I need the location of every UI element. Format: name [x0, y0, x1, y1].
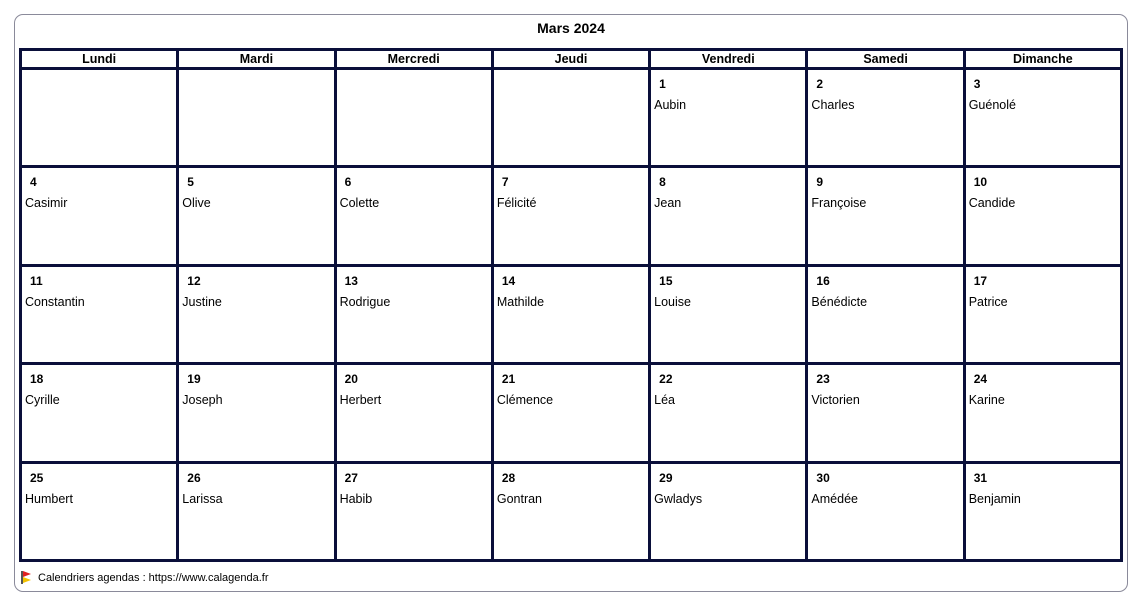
day-number: 26: [187, 470, 201, 485]
saint-name: Karine: [968, 393, 1005, 408]
day-number: 31: [973, 470, 988, 485]
empty-day-cell: [179, 70, 333, 165]
saint-name: Léa: [654, 393, 675, 408]
day-cell-11: [22, 267, 176, 362]
day-cell-9: [808, 168, 962, 263]
calendar-page: [14, 14, 1128, 592]
day-cell-25: [22, 464, 176, 559]
day-cell-29: [651, 464, 805, 559]
saint-name: Constantin: [25, 294, 85, 309]
day-cell-15: [651, 267, 805, 362]
day-number: 10: [973, 175, 988, 190]
day-number: 12: [187, 273, 201, 288]
empty-day-cell: [22, 70, 176, 165]
saint-name: Benjamin: [968, 491, 1021, 506]
saint-name: Bénédicte: [811, 294, 868, 309]
saint-name: Françoise: [811, 196, 867, 211]
day-cell-7: [494, 168, 648, 263]
saint-name: Gontran: [496, 491, 543, 506]
day-number: 20: [344, 372, 358, 387]
day-cell-20: [337, 365, 491, 460]
day-cell-13: [337, 267, 491, 362]
day-cell-5: [179, 168, 333, 263]
day-cell-4: [22, 168, 176, 263]
weekday-header-tuesday: Mardi: [179, 51, 333, 67]
day-cell-30: [808, 464, 962, 559]
day-number: 1: [659, 77, 666, 91]
day-number: 5: [187, 175, 194, 190]
day-cell-26: [179, 464, 333, 559]
day-cell-28: [494, 464, 648, 559]
weekday-header-saturday: Samedi: [808, 51, 962, 67]
weekday-header-wednesday: Mercredi: [337, 51, 491, 67]
day-cell-23: [808, 365, 962, 460]
weekday-header-sunday: Dimanche: [966, 51, 1120, 67]
saint-name: Patrice: [968, 294, 1008, 309]
saint-name: Habib: [339, 491, 373, 506]
saint-name: Joseph: [182, 393, 223, 408]
day-cell-3: [966, 70, 1120, 165]
day-number: 2: [816, 77, 824, 91]
day-number: 16: [816, 273, 830, 288]
day-cell-16: [808, 267, 962, 362]
saint-name: Aubin: [654, 98, 687, 112]
day-cell-21: [494, 365, 648, 460]
saint-name: Gwladys: [654, 491, 703, 506]
day-number: 11: [30, 273, 43, 288]
day-number: 19: [187, 372, 201, 387]
day-number: 4: [30, 175, 37, 190]
saint-name: Clémence: [496, 393, 554, 408]
day-cell-22: [651, 365, 805, 460]
saint-name: Jean: [654, 196, 682, 211]
saint-name: Olive: [182, 196, 211, 211]
saint-name: Cyrille: [25, 393, 60, 408]
calendar-flag-icon: [21, 571, 32, 584]
day-cell-27: [337, 464, 491, 559]
day-number: 27: [344, 470, 358, 485]
footer-text[interactable]: Calendriers agendas : https://www.calagenda.fr: [38, 571, 269, 584]
day-cell-12: [179, 267, 333, 362]
day-cell-10: [966, 168, 1120, 263]
saint-name: Candide: [968, 196, 1016, 211]
day-number: 21: [501, 372, 516, 387]
day-number: 29: [659, 470, 673, 485]
weekday-header-thursday: Jeudi: [494, 51, 648, 67]
saint-name: Guénolé: [968, 98, 1016, 112]
saint-name: Justine: [182, 294, 222, 309]
day-number: 28: [501, 470, 516, 485]
day-number: 14: [501, 273, 516, 288]
day-number: 18: [30, 372, 44, 387]
day-cell-18: [22, 365, 176, 460]
day-number: 17: [973, 273, 988, 288]
saint-name: Herbert: [339, 393, 382, 408]
day-cell-6: [337, 168, 491, 263]
day-number: 3: [973, 77, 981, 91]
day-cell-24: [966, 365, 1120, 460]
weekday-header-monday: Lundi: [22, 51, 176, 67]
day-cell-31: [966, 464, 1120, 559]
saint-name: Félicité: [496, 196, 537, 211]
saint-name: Mathilde: [496, 294, 545, 309]
weekday-header-friday: Vendredi: [651, 51, 805, 67]
saint-name: Rodrigue: [339, 294, 391, 309]
footer: [21, 571, 269, 584]
day-number: 8: [659, 175, 666, 190]
saint-name: Charles: [811, 98, 855, 112]
saint-name: Louise: [654, 294, 691, 309]
saint-name: Amédée: [811, 491, 858, 506]
saint-name: Colette: [339, 196, 380, 211]
saint-name: Victorien: [811, 393, 860, 408]
empty-day-cell: [494, 70, 648, 165]
calendar-grid: [19, 48, 1123, 562]
day-cell-2: [808, 70, 962, 165]
day-cell-19: [179, 365, 333, 460]
day-number: 13: [344, 273, 358, 288]
day-cell-8: [651, 168, 805, 263]
day-number: 23: [816, 372, 830, 387]
day-cell-14: [494, 267, 648, 362]
saint-name: Casimir: [25, 196, 68, 211]
day-number: 15: [659, 273, 673, 288]
calendar-title: Mars 2024: [537, 20, 605, 36]
day-number: 24: [973, 372, 988, 387]
day-cell-1: [651, 70, 805, 165]
day-number: 22: [659, 372, 673, 387]
empty-day-cell: [337, 70, 491, 165]
day-number: 30: [816, 470, 830, 485]
day-number: 25: [30, 470, 44, 485]
saint-name: Larissa: [182, 491, 223, 506]
day-number: 7: [501, 175, 509, 190]
day-number: 9: [816, 175, 824, 190]
saint-name: Humbert: [25, 491, 73, 506]
day-cell-17: [966, 267, 1120, 362]
day-number: 6: [344, 175, 352, 190]
